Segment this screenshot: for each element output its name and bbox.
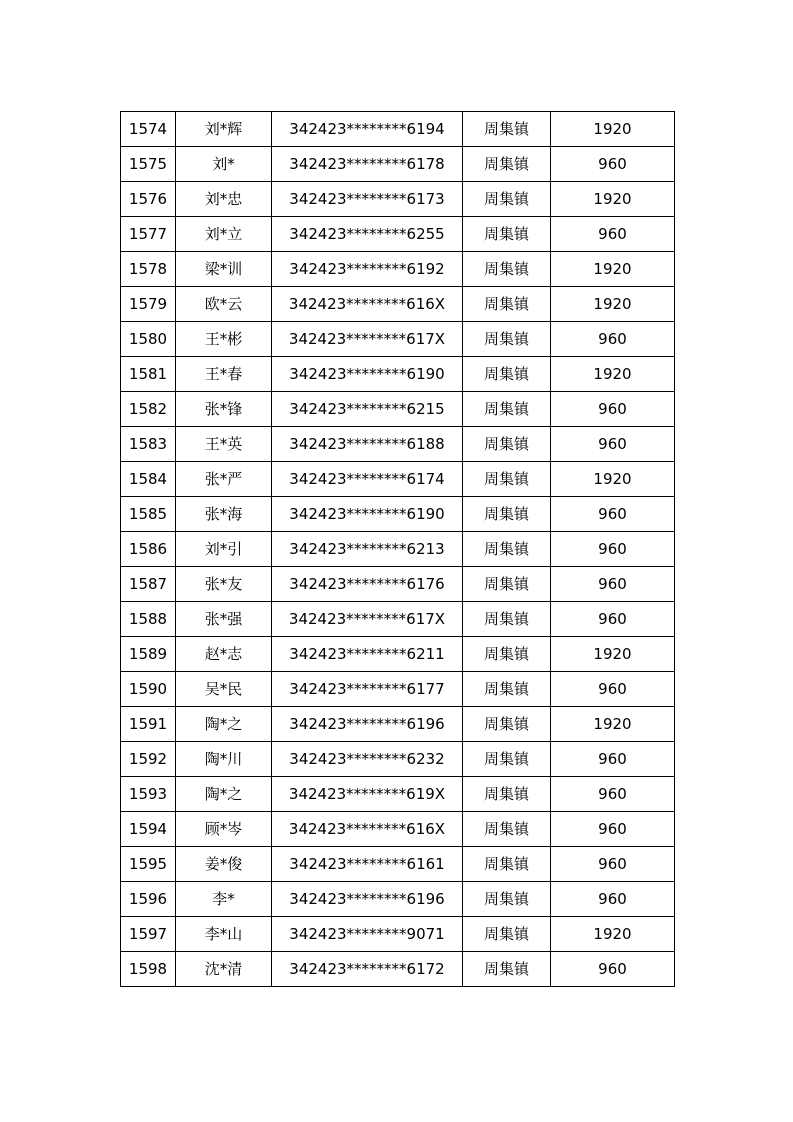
id-number-cell: 342423********9071 — [272, 917, 463, 952]
amount-cell: 960 — [551, 532, 675, 567]
id-number-cell: 342423********6174 — [272, 462, 463, 497]
table-row — [121, 602, 675, 637]
row-number-cell: 1595 — [121, 847, 176, 882]
name-cell: 吴*民 — [176, 672, 272, 707]
town-cell: 周集镇 — [463, 252, 551, 287]
table-row — [121, 952, 675, 987]
id-number-cell: 342423********6255 — [272, 217, 463, 252]
row-number-cell: 1592 — [121, 742, 176, 777]
table-row — [121, 882, 675, 917]
row-number-cell: 1591 — [121, 707, 176, 742]
row-number-cell: 1594 — [121, 812, 176, 847]
table-row — [121, 637, 675, 672]
amount-cell: 960 — [551, 322, 675, 357]
name-cell: 张*强 — [176, 602, 272, 637]
id-number-cell: 342423********617X — [272, 602, 463, 637]
row-number-cell: 1578 — [121, 252, 176, 287]
town-cell: 周集镇 — [463, 637, 551, 672]
amount-cell: 1920 — [551, 637, 675, 672]
table-row — [121, 182, 675, 217]
town-cell: 周集镇 — [463, 602, 551, 637]
name-cell: 王*彬 — [176, 322, 272, 357]
table-row — [121, 567, 675, 602]
town-cell: 周集镇 — [463, 217, 551, 252]
amount-cell: 1920 — [551, 252, 675, 287]
name-cell: 张*严 — [176, 462, 272, 497]
amount-cell: 960 — [551, 672, 675, 707]
town-cell: 周集镇 — [463, 742, 551, 777]
id-number-cell: 342423********6172 — [272, 952, 463, 987]
table-row — [121, 392, 675, 427]
amount-cell: 960 — [551, 147, 675, 182]
subsidy-table — [120, 111, 675, 987]
row-number-cell: 1580 — [121, 322, 176, 357]
row-number-cell: 1598 — [121, 952, 176, 987]
name-cell: 赵*志 — [176, 637, 272, 672]
name-cell: 陶*川 — [176, 742, 272, 777]
id-number-cell: 342423********616X — [272, 287, 463, 322]
town-cell: 周集镇 — [463, 952, 551, 987]
id-number-cell: 342423********6190 — [272, 357, 463, 392]
name-cell: 张*海 — [176, 497, 272, 532]
name-cell: 刘*引 — [176, 532, 272, 567]
table-row — [121, 707, 675, 742]
id-number-cell: 342423********6215 — [272, 392, 463, 427]
amount-cell: 960 — [551, 217, 675, 252]
row-number-cell: 1584 — [121, 462, 176, 497]
id-number-cell: 342423********616X — [272, 812, 463, 847]
table-row — [121, 252, 675, 287]
town-cell: 周集镇 — [463, 917, 551, 952]
town-cell: 周集镇 — [463, 707, 551, 742]
table-row — [121, 777, 675, 812]
name-cell: 李* — [176, 882, 272, 917]
town-cell: 周集镇 — [463, 672, 551, 707]
name-cell: 刘*忠 — [176, 182, 272, 217]
town-cell: 周集镇 — [463, 287, 551, 322]
row-number-cell: 1597 — [121, 917, 176, 952]
id-number-cell: 342423********6176 — [272, 567, 463, 602]
amount-cell: 1920 — [551, 917, 675, 952]
table-row — [121, 357, 675, 392]
amount-cell: 1920 — [551, 182, 675, 217]
table-row — [121, 532, 675, 567]
id-number-cell: 342423********6194 — [272, 112, 463, 147]
row-number-cell: 1585 — [121, 497, 176, 532]
name-cell: 张*锋 — [176, 392, 272, 427]
town-cell: 周集镇 — [463, 462, 551, 497]
town-cell: 周集镇 — [463, 427, 551, 462]
name-cell: 欧*云 — [176, 287, 272, 322]
row-number-cell: 1589 — [121, 637, 176, 672]
amount-cell: 1920 — [551, 707, 675, 742]
row-number-cell: 1582 — [121, 392, 176, 427]
table-body — [121, 112, 675, 987]
amount-cell: 960 — [551, 497, 675, 532]
id-number-cell: 342423********6211 — [272, 637, 463, 672]
table-row — [121, 427, 675, 462]
id-number-cell: 342423********6196 — [272, 882, 463, 917]
table-row — [121, 917, 675, 952]
table-row — [121, 847, 675, 882]
id-number-cell: 342423********6196 — [272, 707, 463, 742]
row-number-cell: 1575 — [121, 147, 176, 182]
amount-cell: 960 — [551, 427, 675, 462]
amount-cell: 960 — [551, 602, 675, 637]
id-number-cell: 342423********6177 — [272, 672, 463, 707]
table-row — [121, 742, 675, 777]
id-number-cell: 342423********617X — [272, 322, 463, 357]
town-cell: 周集镇 — [463, 322, 551, 357]
town-cell: 周集镇 — [463, 567, 551, 602]
id-number-cell: 342423********6188 — [272, 427, 463, 462]
id-number-cell: 342423********6161 — [272, 847, 463, 882]
id-number-cell: 342423********6213 — [272, 532, 463, 567]
name-cell: 刘*立 — [176, 217, 272, 252]
name-cell: 陶*之 — [176, 777, 272, 812]
amount-cell: 1920 — [551, 357, 675, 392]
name-cell: 张*友 — [176, 567, 272, 602]
name-cell: 沈*清 — [176, 952, 272, 987]
amount-cell: 960 — [551, 567, 675, 602]
amount-cell: 1920 — [551, 287, 675, 322]
row-number-cell: 1587 — [121, 567, 176, 602]
id-number-cell: 342423********6190 — [272, 497, 463, 532]
table-row — [121, 497, 675, 532]
town-cell: 周集镇 — [463, 847, 551, 882]
amount-cell: 960 — [551, 952, 675, 987]
row-number-cell: 1579 — [121, 287, 176, 322]
row-number-cell: 1583 — [121, 427, 176, 462]
table-row — [121, 147, 675, 182]
table-row — [121, 217, 675, 252]
table-row — [121, 462, 675, 497]
amount-cell: 960 — [551, 742, 675, 777]
id-number-cell: 342423********6232 — [272, 742, 463, 777]
amount-cell: 960 — [551, 847, 675, 882]
town-cell: 周集镇 — [463, 497, 551, 532]
row-number-cell: 1577 — [121, 217, 176, 252]
name-cell: 刘* — [176, 147, 272, 182]
row-number-cell: 1574 — [121, 112, 176, 147]
name-cell: 梁*训 — [176, 252, 272, 287]
amount-cell: 960 — [551, 882, 675, 917]
id-number-cell: 342423********6192 — [272, 252, 463, 287]
town-cell: 周集镇 — [463, 777, 551, 812]
town-cell: 周集镇 — [463, 147, 551, 182]
id-number-cell: 342423********619X — [272, 777, 463, 812]
amount-cell: 960 — [551, 777, 675, 812]
amount-cell: 960 — [551, 812, 675, 847]
row-number-cell: 1576 — [121, 182, 176, 217]
table-row — [121, 287, 675, 322]
amount-cell: 1920 — [551, 462, 675, 497]
amount-cell: 960 — [551, 392, 675, 427]
town-cell: 周集镇 — [463, 882, 551, 917]
name-cell: 陶*之 — [176, 707, 272, 742]
name-cell: 刘*辉 — [176, 112, 272, 147]
name-cell: 顾*岑 — [176, 812, 272, 847]
table-row — [121, 812, 675, 847]
row-number-cell: 1588 — [121, 602, 176, 637]
row-number-cell: 1593 — [121, 777, 176, 812]
town-cell: 周集镇 — [463, 812, 551, 847]
id-number-cell: 342423********6173 — [272, 182, 463, 217]
name-cell: 李*山 — [176, 917, 272, 952]
id-number-cell: 342423********6178 — [272, 147, 463, 182]
town-cell: 周集镇 — [463, 357, 551, 392]
table-row — [121, 672, 675, 707]
amount-cell: 1920 — [551, 112, 675, 147]
row-number-cell: 1586 — [121, 532, 176, 567]
town-cell: 周集镇 — [463, 392, 551, 427]
row-number-cell: 1590 — [121, 672, 176, 707]
row-number-cell: 1581 — [121, 357, 176, 392]
town-cell: 周集镇 — [463, 182, 551, 217]
row-number-cell: 1596 — [121, 882, 176, 917]
town-cell: 周集镇 — [463, 112, 551, 147]
table-row — [121, 112, 675, 147]
name-cell: 王*英 — [176, 427, 272, 462]
name-cell: 王*春 — [176, 357, 272, 392]
table-row — [121, 322, 675, 357]
name-cell: 姜*俊 — [176, 847, 272, 882]
town-cell: 周集镇 — [463, 532, 551, 567]
